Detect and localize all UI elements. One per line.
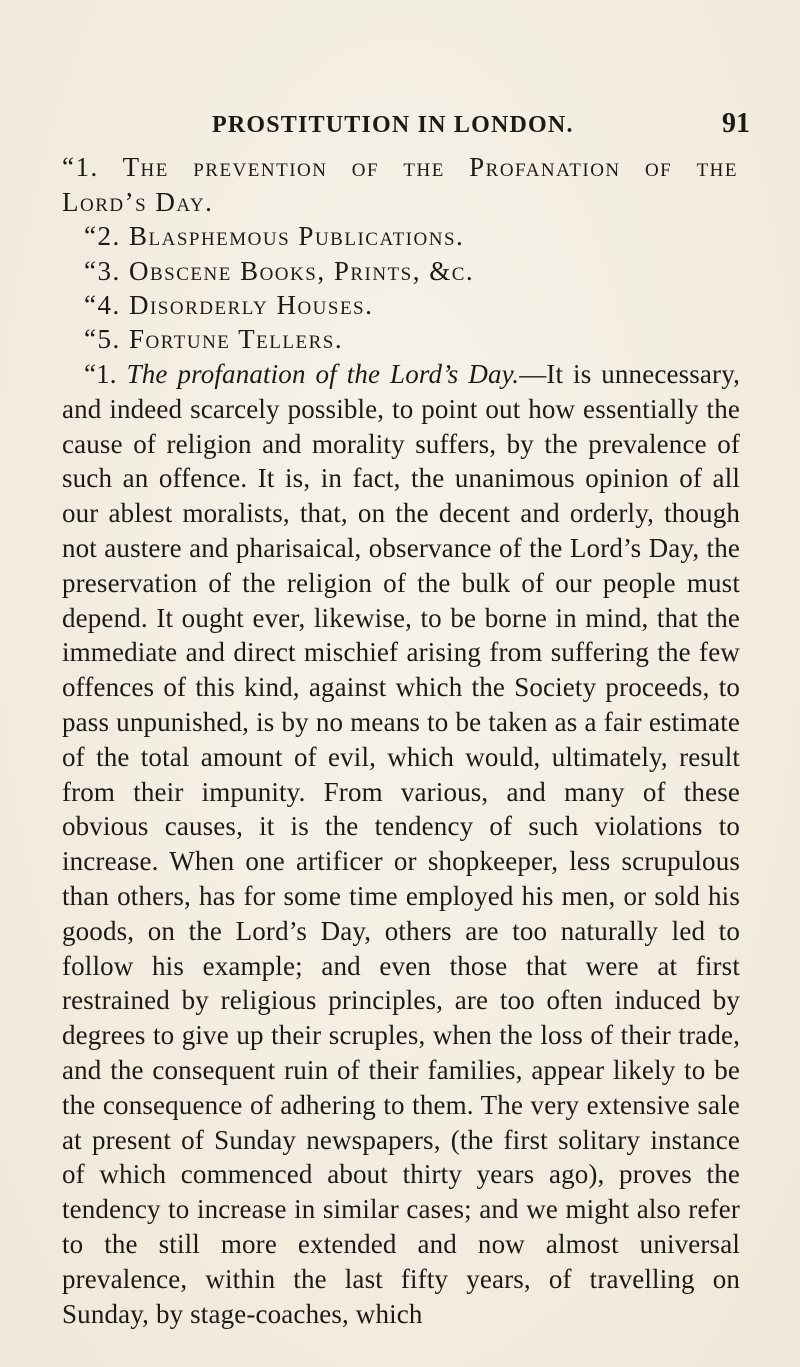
body-text: —It is unnecessary, and indeed scarcely possible, to point out how essentially the cause of religion and morality suffers, by the prevalence of such an offence. It is, in fact, the unanimous opinion of all our ablest moralists, that, on the decent and orderly, though not austere and pharisaical, observance of the Lord’s Day, the preservation of the religion of the bulk of our people must depend. It ought ever, likewise, to be borne in mind, that the immediate and direct mischief arising from suffering the few offences of this kind, against which the Society proceeds, to pass unpunished, is by no means to be taken as a fair estimate of the total amount of evil, which would, ultimately, result from their impunity. From various, and many of these obvious causes, it is the tendency of such violations to increase. When one artificer or shopkeeper, less scrupulous than others, has for some time employed his men, or sold his goods, on the Lord’s Day, others are too naturally led to follow his example; and even those that were at first restrained by religious principles, are too often induced by degrees to give up their scruples, when the loss of their trade, and the consequent ruin of their families, appear likely to be the consequence of adhering to them. The very extensive sale at present of Sunday newspapers, (the first solitary instance of which commenced about thirty years ago), proves the tendency to increase in similar cases; and we might also refer to the still more extended and now almost universal prevalence, within the last fifty years, of travelling on Sunday, by stage-coaches, which bbox=[62, 359, 740, 1329]
heading-item-1-cont: Lord’s Day. bbox=[62, 187, 214, 217]
page-number: 91 bbox=[722, 108, 750, 139]
heading-item-1: “1. The prevention of the Profanation of the bbox=[62, 152, 738, 182]
body-paragraph bbox=[62, 357, 740, 1331]
body-lead-italic: The profanation of the Lord’s Day. bbox=[126, 359, 520, 389]
running-head bbox=[0, 108, 800, 142]
running-title: PROSTITUTION IN LONDON. bbox=[212, 112, 574, 138]
heading-item-2: “2. Blasphemous Publications. bbox=[84, 221, 465, 251]
heading-item-3: “3. Obscene Books, Prints, &c. bbox=[84, 256, 475, 286]
heading-item-5: “5. Fortune Tellers. bbox=[84, 324, 344, 354]
body-lead: “1. bbox=[84, 359, 127, 389]
heading-item-4: “4. Disorderly Houses. bbox=[84, 290, 374, 320]
